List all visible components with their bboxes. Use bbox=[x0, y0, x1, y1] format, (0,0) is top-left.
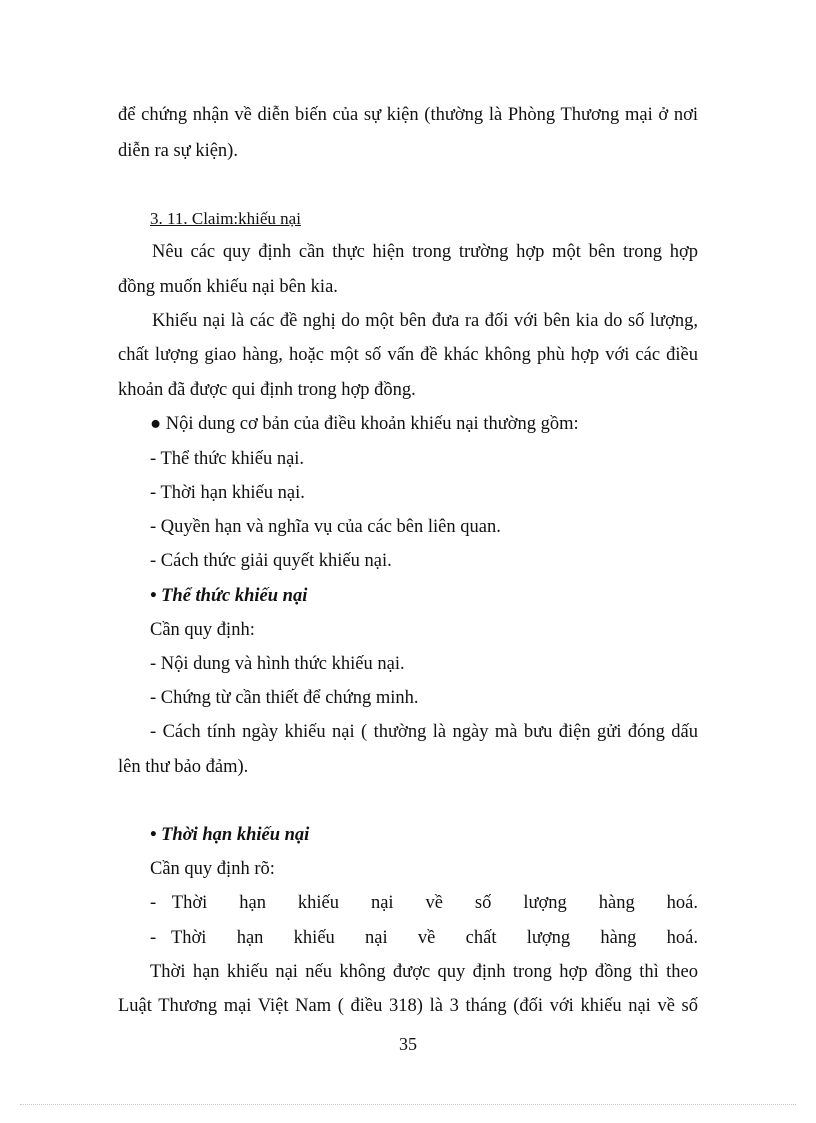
list-item: - Chứng từ cần thiết để chứng minh. bbox=[150, 688, 419, 708]
list-item: - Thời hạn khiếu nại. bbox=[150, 483, 305, 503]
section-heading: 3. 11. Claim:khiếu nại bbox=[150, 209, 301, 228]
paragraph-line: Luật Thương mại Việt Nam ( điều 318) là 3 tháng (đối với khiếu nại về số bbox=[118, 996, 698, 1016]
page-number: 35 bbox=[399, 1034, 417, 1054]
paragraph-line: lên thư bảo đảm). bbox=[118, 757, 249, 777]
list-item: - Quyền hạn và nghĩa vụ của các bên liên quan. bbox=[150, 517, 501, 537]
list-item: - Thời hạn khiếu nại về số lượng hàng hoá. bbox=[150, 893, 698, 913]
paragraph-line: Thời hạn khiếu nại nếu không được quy định trong hợp đồng thì theo bbox=[150, 962, 698, 982]
paragraph-line: khoản đã được qui định trong hợp đồng. bbox=[118, 380, 416, 400]
list-item: - Cách tính ngày khiếu nại ( thường là ngày mà bưu điện gửi đóng dấu bbox=[150, 722, 698, 742]
list-item: - Nội dung và hình thức khiếu nại. bbox=[150, 654, 405, 674]
list-item: - Cách thức giải quyết khiếu nại. bbox=[150, 551, 392, 571]
list-item: - Thể thức khiếu nại. bbox=[150, 449, 305, 469]
paragraph-line: Cần quy định: bbox=[150, 620, 255, 640]
bullet-line: ● Nội dung cơ bản của điều khoản khiếu nại thường gồm: bbox=[150, 414, 579, 434]
subsection-heading: • Thể thức khiếu nại bbox=[150, 586, 308, 606]
paragraph-line: để chứng nhận về diễn biến của sự kiện (thường là Phòng Thương mại ở nơi bbox=[118, 105, 698, 125]
paragraph-line: diễn ra sự kiện). bbox=[118, 141, 238, 161]
subsection-heading: • Thời hạn khiếu nại bbox=[150, 825, 310, 845]
page-border-line bbox=[20, 1104, 796, 1105]
paragraph-line: chất lượng giao hàng, hoặc một số vấn đề khác không phù hợp với các điều bbox=[118, 345, 698, 365]
paragraph-line: Khiếu nại là các đề nghị do một bên đưa ra đối với bên kia do số lượng, bbox=[152, 311, 698, 331]
paragraph-line: đồng muốn khiếu nại bên kia. bbox=[118, 277, 338, 297]
list-item: - Thời hạn khiếu nại về chất lượng hàng hoá. bbox=[150, 928, 698, 948]
paragraph-line: Cần quy định rõ: bbox=[150, 859, 275, 879]
paragraph-line: Nêu các quy định cần thực hiện trong trường hợp một bên trong hợp bbox=[152, 242, 698, 262]
